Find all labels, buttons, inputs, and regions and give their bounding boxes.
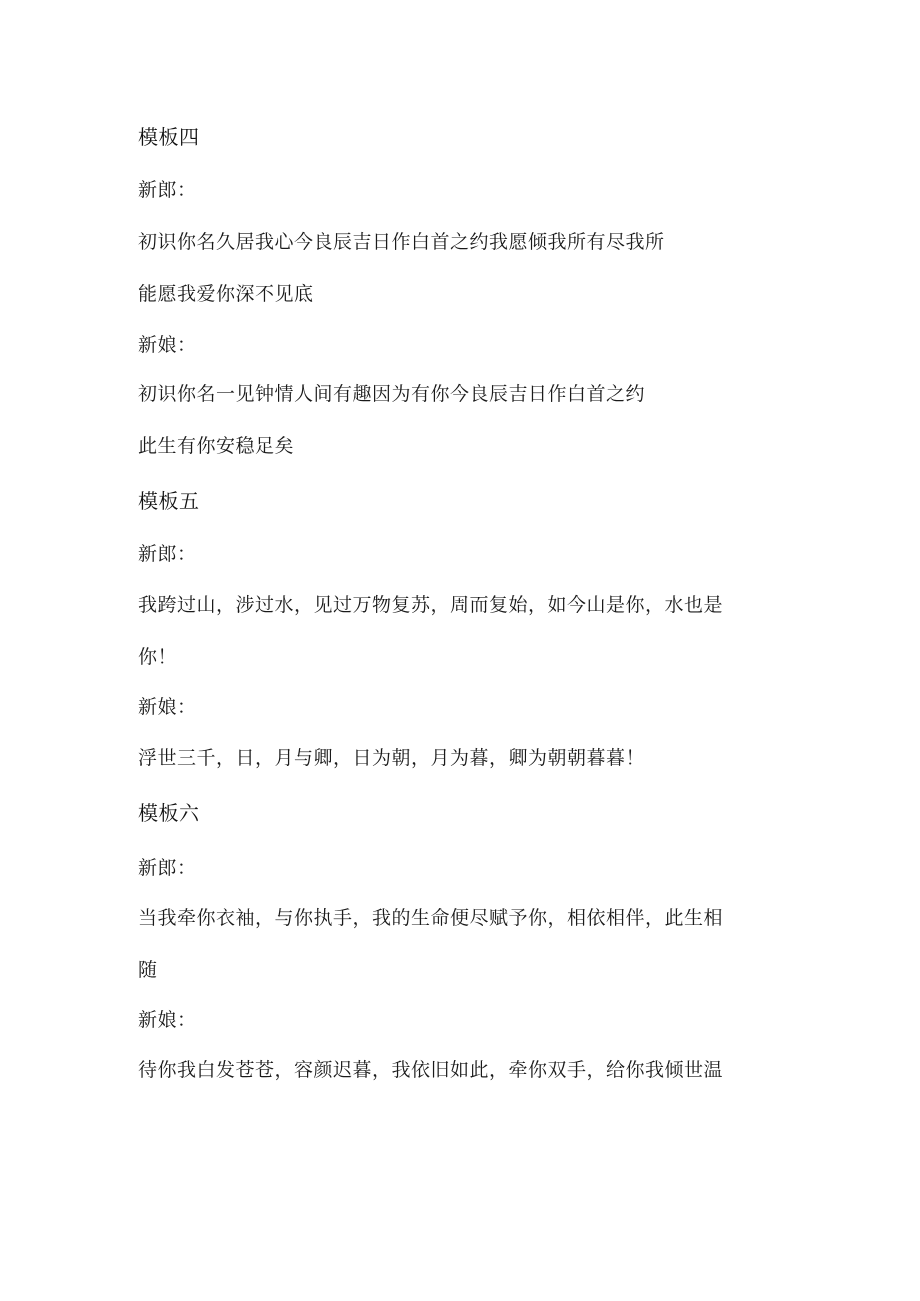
bride-vow-line: 初识你名一见钟情人间有趣因为有你今良辰吉日作白首之约 xyxy=(138,383,646,405)
groom-vow-line: 我跨过山，涉过水，见过万物复苏，周而复始，如今山是你，水也是 xyxy=(138,594,724,616)
groom-vow-line: 你！ xyxy=(138,646,178,668)
groom-vow-line: 随 xyxy=(138,959,158,981)
bride-vow-line: 浮世三千，日，月与卿，日为朝，月为暮，卿为朝朝暮暮！ xyxy=(138,747,646,769)
groom-vow-line: 当我牵你衣袖，与你执手，我的生命便尽赋予你，相依相伴，此生相 xyxy=(138,907,724,929)
groom-label: 新郎： xyxy=(138,857,197,879)
section-title: 模板五 xyxy=(138,489,200,513)
groom-label: 新郎： xyxy=(138,543,197,565)
groom-vow-line: 能愿我爱你深不见底 xyxy=(138,283,314,305)
groom-label: 新郎： xyxy=(138,179,197,201)
groom-vow-line: 初识你名久居我心今良辰吉日作白首之约我愿倾我所有尽我所 xyxy=(138,231,665,253)
section-title: 模板四 xyxy=(138,125,200,149)
bride-vow-line: 此生有你安稳足矣 xyxy=(138,435,295,457)
bride-label: 新娘： xyxy=(138,1009,197,1031)
bride-vow-line: 待你我白发苍苍，容颜迟暮，我依旧如此，牵你双手，给你我倾世温 xyxy=(138,1059,724,1081)
bride-label: 新娘： xyxy=(138,334,197,356)
section-title: 模板六 xyxy=(138,801,200,825)
bride-label: 新娘： xyxy=(138,696,197,718)
